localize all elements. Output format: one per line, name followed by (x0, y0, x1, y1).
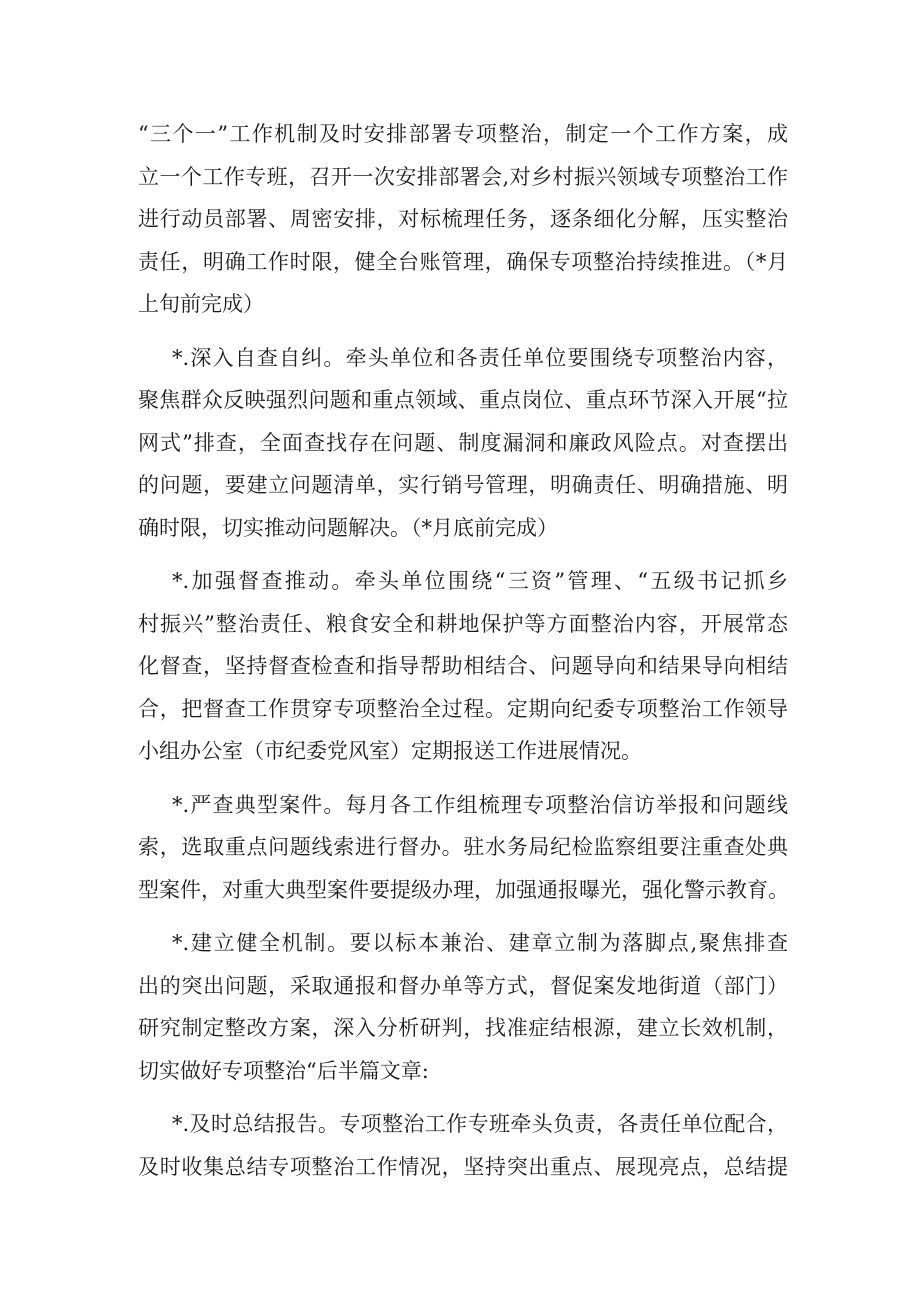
text-line: *.加强督查推动。牵头单位围绕“三资”管理、“五级书记抓乡 (172, 569, 788, 593)
text-line: 索，选取重点问题线索进行督办。驻水务局纪检监察组要注重查处典 (138, 835, 788, 859)
text-line: 确时限，切实推动问题解决。（*月底前完成） (138, 515, 558, 540)
text-line: 村振兴”整治责任、粮食安全和耕地保护等方面整治内容，开展常态 (138, 611, 788, 636)
text-line: *.严查典型案件。每月各工作组梳理专项整治信访举报和问题线 (172, 792, 788, 817)
text-line: 研究制定整改方案，深入分析研判，找准症结根源，建立长效机制， (138, 1016, 788, 1040)
paragraph-mechanism-building (138, 922, 788, 1092)
text-line: 网式”排查，全面查找存在问题、制度漏洞和廉政风险点。对查摆出 (138, 430, 788, 455)
text-line: *.及时总结报告。专项整治工作专班牵头负责，各责任单位配合， (172, 1112, 788, 1136)
text-line: 及时收集总结专项整治工作情况，坚持突出重点、展现亮点，总结提 (138, 1154, 788, 1179)
paragraph-supervision (138, 560, 788, 773)
document-body (138, 113, 788, 1188)
text-line: 聚焦群众反映强烈问题和重点领域、重点岗位、重点环节深入开展“拉 (138, 388, 788, 412)
text-line: 上旬前完成） (138, 292, 264, 316)
text-line: *.建立健全机制。要以标本兼治、建章立制为落脚点,聚焦排查 (172, 931, 788, 955)
paragraph-self-inspection (138, 337, 788, 550)
text-line: *.深入自查自纠。牵头单位和各责任单位要围绕专项整治内容， (172, 345, 788, 370)
text-line: 小组办公室（市纪委党风室）定期报送工作进展情况。 (138, 739, 642, 763)
paragraph-summary-report (138, 1103, 788, 1188)
text-line: 切实做好专项整治“后半篇文章: (138, 1058, 429, 1083)
text-line: “三个一”工作机制及时安排部署专项整治，制定一个工作方案，成 (138, 122, 788, 146)
paragraph-typical-cases (138, 784, 788, 912)
text-line: 责任，明确工作时限，健全台账管理，确保专项整治持续推进。（*月 (138, 249, 788, 274)
text-line: 型案件，对重大典型案件要提级办理，加强通报曝光，强化警示教育。 (138, 877, 789, 902)
text-line: 的问题，要建立问题清单，实行销号管理，明确责任、明确措施、明 (138, 473, 788, 497)
paragraph-work-mechanism (138, 113, 788, 326)
text-line: 立一个工作专班，召开一次安排部署会,对乡村振兴领域专项整治工作 (138, 164, 788, 189)
text-line: 合，把督查工作贯穿专项整治全过程。定期向纪委专项整治工作领导 (138, 696, 788, 721)
text-line: 化督查，坚持督查检查和指导帮助相结合、问题导向和结果导向相结 (138, 654, 788, 678)
text-line: 出的突出问题，采取通报和督办单等方式，督促案发地街道（部门） (138, 973, 788, 998)
text-line: 进行动员部署、周密安排，对标梳理任务，逐条细化分解，压实整治 (138, 207, 788, 231)
